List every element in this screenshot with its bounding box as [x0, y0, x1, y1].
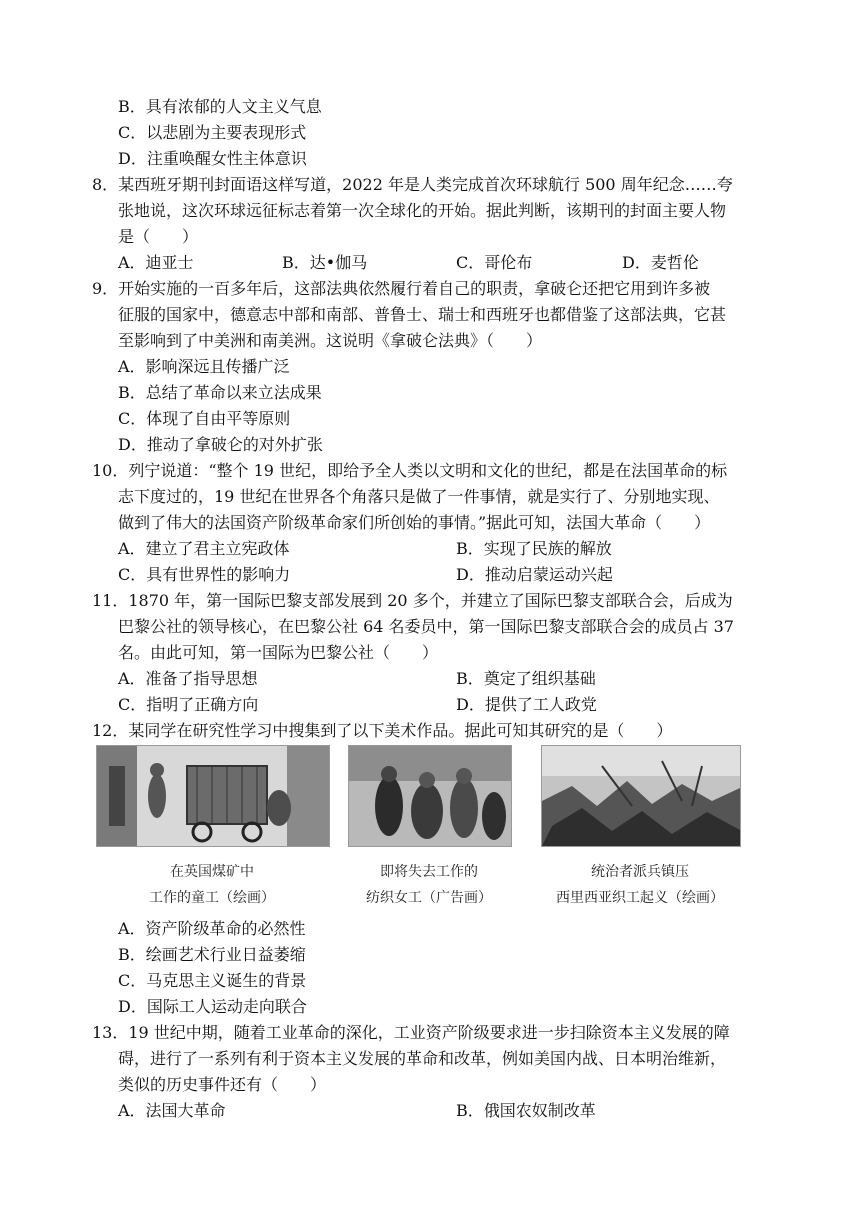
answer-option: A．准备了指导思想 — [118, 669, 258, 688]
text-line: 至影响到了中美洲和南美洲。这说明《拿破仑法典》（ ） — [118, 331, 543, 350]
silesian-weavers-uprising-picture — [541, 745, 741, 847]
answer-option: B．实现了民族的解放 — [456, 539, 612, 558]
text-line: D．注重唤醒女性主体意识 — [118, 149, 307, 168]
text-line: A．资产阶级革命的必然性 — [118, 919, 306, 938]
text-line: B．具有浓郁的人文主义气息 — [118, 97, 322, 116]
text-line: C．体现了自由平等原则 — [118, 409, 291, 428]
text-line: C．马克思主义诞生的背景 — [118, 971, 307, 990]
text-line: 做到了伟大的法国资产阶级革命家们所创始的事情。”据此可知，法国大革命（ ） — [118, 513, 711, 532]
answer-option: C．哥伦布 — [456, 253, 533, 272]
figure-3-caption-line-1: 统治者派兵镇压 — [591, 864, 689, 880]
answer-option: A．法国大革命 — [118, 1101, 226, 1120]
answer-option: C．指明了正确方向 — [118, 695, 259, 714]
answer-option: D．麦哲伦 — [622, 253, 699, 272]
textile-women-ad-picture — [348, 745, 512, 847]
answer-option: B．达•伽马 — [282, 253, 368, 272]
text-line: D．推动了拿破仑的对外扩张 — [118, 435, 323, 454]
text-line: 征服的国家中，德意志中部和南部、普鲁士、瑞士和西班牙也都借鉴了这部法典，它甚 — [118, 305, 727, 324]
text-line: 志下度过的，19 世纪在世界各个角落只是做了一件事情，就是实行了、分别地实现、 — [118, 487, 720, 506]
figure-2-caption-line-2: 纺织女工（广告画） — [366, 890, 492, 906]
text-line: B．绘画艺术行业日益萎缩 — [118, 945, 306, 964]
answer-option: B．俄国农奴制改革 — [456, 1101, 596, 1120]
text-line: 10．列宁说道：“整个 19 世纪，即给予全人类以文明和文化的世纪，都是在法国革命的标 — [92, 461, 728, 480]
answer-option: C．具有世界性的影响力 — [118, 565, 291, 584]
figure-2-caption-line-1: 即将失去工作的 — [380, 864, 478, 880]
text-line: 张地说，这次环球远征标志着第一次全球化的开始。据此判断，该期刊的封面主要人物 — [118, 201, 727, 220]
child-labor-coal-mine-picture — [96, 745, 330, 847]
answer-option: D．推动启蒙运动兴起 — [456, 565, 613, 584]
text-line: 9．开始实施的一百多年后，这部法典依然履行着自己的职责，拿破仑还把它用到许多被 — [92, 279, 711, 298]
text-line: 类似的历史事件还有（ ） — [118, 1075, 327, 1094]
figure-3-caption-line-2: 西里西亚织工起义（绘画） — [556, 890, 724, 906]
text-line: B．总结了革命以来立法成果 — [118, 383, 322, 402]
text-line: 12．某同学在研究性学习中搜集到了以下美术作品。据此可知其研究的是（ ） — [92, 721, 673, 740]
text-line: 名。由此可知，第一国际为巴黎公社（ ） — [118, 643, 439, 662]
text-line: 巴黎公社的领导核心，在巴黎公社 64 名委员中，第一国际巴黎支部联合会的成员占 37 — [118, 617, 734, 636]
answer-option: A．建立了君主立宪政体 — [118, 539, 290, 558]
answer-option: D．提供了工人政党 — [456, 695, 597, 714]
text-line: A．影响深远且传播广泛 — [118, 357, 290, 376]
text-line: 碍，进行了一系列有利于资本主义发展的革命和改革，例如美国内战、日本明治维新， — [118, 1049, 727, 1068]
text-line: 8．某西班牙期刊封面语这样写道，2022 年是人类完成首次环球航行 500 周年纪念……夸 — [92, 175, 733, 194]
figure-1-caption-line-1: 在英国煤矿中 — [170, 864, 254, 880]
text-line: D．国际工人运动走向联合 — [118, 997, 307, 1016]
answer-option: A．迪亚士 — [118, 253, 194, 272]
text-line: C．以悲剧为主要表现形式 — [118, 123, 307, 142]
text-line: 13．19 世纪中期，随着工业革命的深化，工业资产阶级要求进一步扫除资本主义发展的障 — [92, 1023, 730, 1042]
text-line: 是（ ） — [118, 227, 199, 246]
figure-1-caption-line-2: 工作的童工（绘画） — [149, 890, 275, 906]
answer-option: B．奠定了组织基础 — [456, 669, 596, 688]
text-line: 11．1870 年，第一国际巴黎支部发展到 20 多个，并建立了国际巴黎支部联合会，后成为 — [92, 591, 733, 610]
